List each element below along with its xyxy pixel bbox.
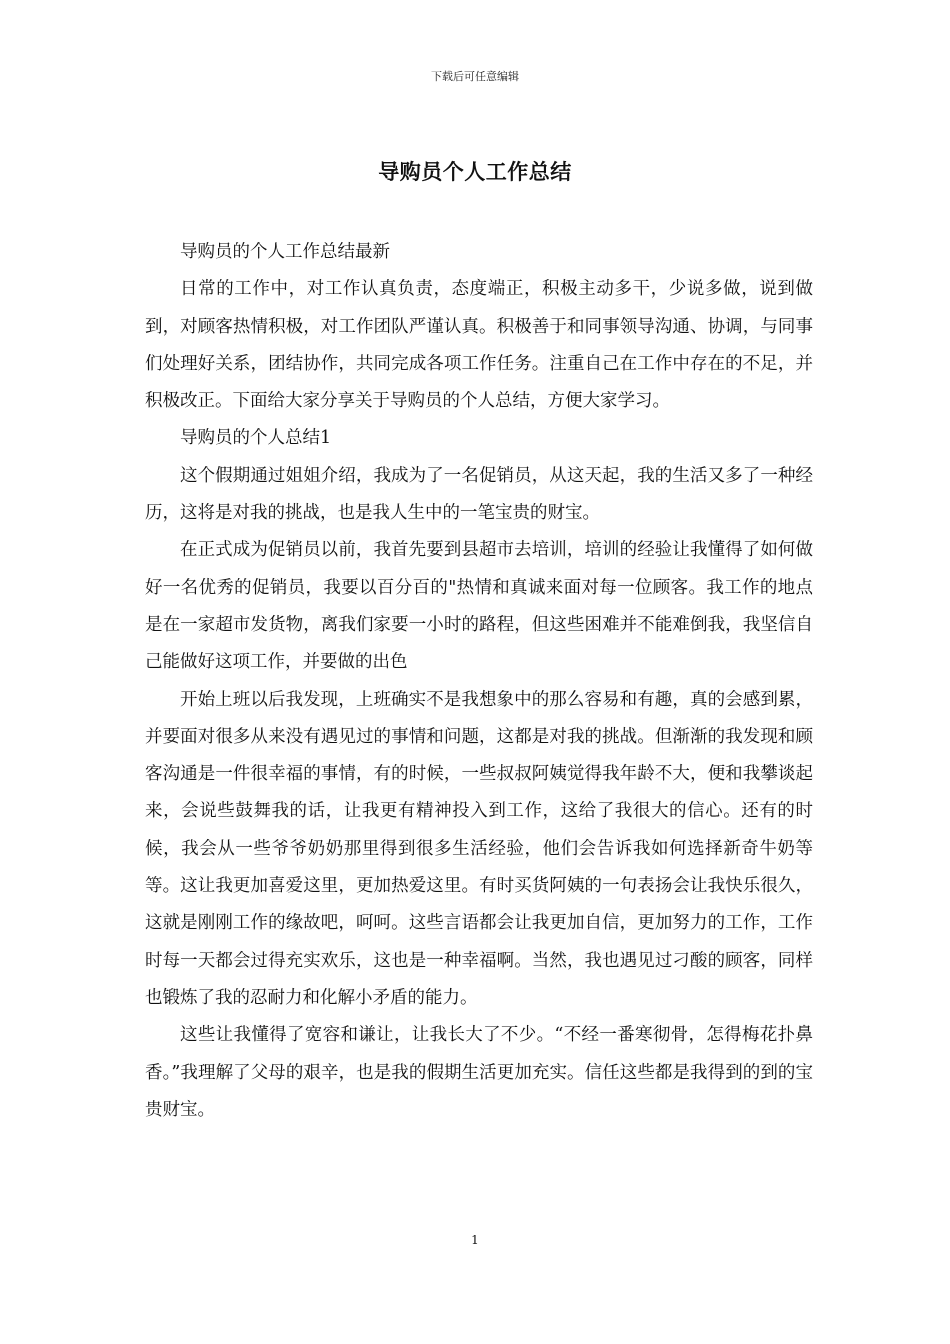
paragraph-intro: 日常的工作中，对工作认真负责，态度端正，积极主动多干，少说多做，说到做到，对顾客热情积极，对工作团队严谨认真。积极善于和同事领导沟通、协调，与同事们处理好关系，团结协作，共同完成各项工作任务。注重自己在工作中存在的不足，并积极改正。下面给大家分享关于导购员的个人总结，方便大家学习。: [145, 279, 813, 412]
page-number: 1: [471, 1233, 479, 1247]
paragraph-subtitle: 导购员的个人工作总结最新: [180, 242, 390, 262]
header-note: 下载后可任意编辑: [431, 70, 519, 83]
document-title: 导购员个人工作总结: [378, 159, 572, 184]
paragraph: 开始上班以后我发现，上班确实不是我想象中的那么容易和有趣，真的会感到累，并要面对很多从来没有遇见过的事情和问题，这都是对我的挑战。但渐渐的我发现和顾客沟通是一件很幸福的事情，有的时候，一些叔叔阿姨觉得我年龄不大，便和我攀谈起来，会说些鼓舞我的话，让我更有精神投入到工作，这给了我很大的信心。还有的时候，我会从一些爷爷奶奶那里得到很多生活经验，他们会告诉我如何选择新奇牛奶等等。这让我更加喜爱这里，更加热爱这里。有时买货阿姨的一句表扬会让我快乐很久，这就是刚刚工作的缘故吧，呵呵。这些言语都会让我更加自信，更加努力的工作，工作时每一天都会过得充实欢乐，这也是一种幸福啊。当然，我也遇见过刁酸的顾客，同样也锻炼了我的忍耐力和化解小矛盾的能力。: [145, 689, 813, 1008]
paragraph: 这个假期通过姐姐介绍，我成为了一名促销员，从这天起，我的生活又多了一种经历，这将是对我的挑战，也是我人生中的一笔宝贵的财宝。: [145, 465, 813, 524]
paragraph: 在正式成为促销员以前，我首先要到县超市去培训，培训的经验让我懂得了如何做好一名优秀的促销员，我要以百分百的"热情和真诚来面对每一位顾客。我工作的地点是在一家超市发货物，离我们家要一小时的路程，但这些困难并不能难倒我，我坚信自己能做好这项工作，并要做的出色: [145, 540, 813, 673]
paragraph-section-heading: 导购员的个人总结1: [180, 428, 332, 449]
document-body: [145, 234, 813, 1129]
paragraph: 这些让我懂得了宽容和谦让，让我长大了不少。“不经一番寒彻骨，怎得梅花扑鼻香。”我理解了父母的艰辛，也是我的假期生活更加充实。信任这些都是我得到的到的宝贵财宝。: [145, 1025, 813, 1120]
